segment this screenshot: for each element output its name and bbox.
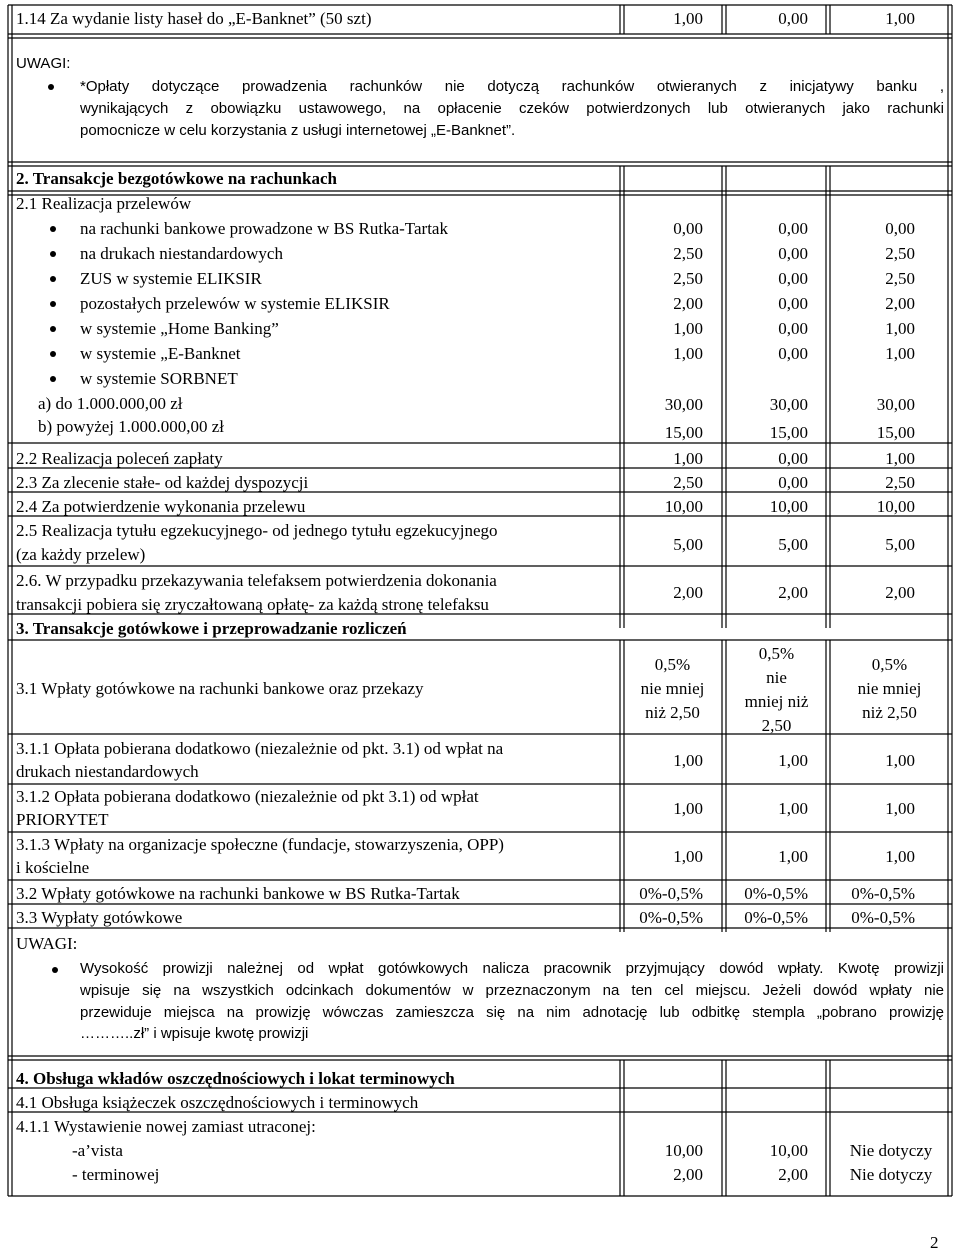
bullet-icon	[50, 376, 56, 382]
transfer-item: w systemie „E-Banknet	[80, 344, 241, 363]
fee-value: 0,00	[778, 473, 808, 492]
row-label: - terminowej	[72, 1165, 160, 1184]
fee-value: 2,50	[673, 269, 703, 288]
fee-value: Nie dotyczy	[849, 1141, 933, 1160]
fee-value: 0,00	[778, 9, 808, 28]
fee-value: 30,00	[769, 395, 808, 414]
note-line: Wysokość prowizji należnej od wpłat gotówkowych nalicza pracownik przyjmujący dowód wpłaty. Kwotę prowizji	[80, 961, 944, 976]
row-label: 2.2 Realizacja poleceń zapłaty	[16, 449, 223, 468]
fee-value: 0,00	[778, 269, 808, 288]
bullet-icon	[50, 276, 56, 282]
row-label: 3.3 Wypłaty gotówkowe	[16, 908, 183, 927]
fee-value: 1,00	[673, 9, 703, 28]
fee-value: 0,5%	[654, 655, 691, 674]
fee-value: 1,00	[778, 847, 808, 866]
note-line: wynikających z obowiązku ustawowego, na opłacenie czeków potwierdzonych lub otwieranych jako rachunki	[80, 101, 944, 116]
fee-value: 0%-0,5%	[639, 908, 703, 927]
row-label: 2.5 Realizacja tytułu egzekucyjnego- od jednego tytułu egzekucyjnego	[16, 521, 498, 540]
fee-value: 2,50	[885, 269, 915, 288]
fee-value: 0%-0,5%	[851, 908, 915, 927]
fee-value: 1,00	[673, 799, 703, 818]
row-label: 2.6. W przypadku przekazywania telefaksem potwierdzenia dokonania	[16, 571, 497, 590]
note-line: przewiduje miejsca na prowizję wówczas zamieszcza się na nim adnotację lub odbitkę stempla „pobrano prowizję	[80, 1005, 944, 1020]
fee-value: 0%-0,5%	[744, 908, 808, 927]
fee-value: 0,00	[778, 294, 808, 313]
row-label: PRIORYTET	[16, 810, 109, 829]
notes-title: UWAGI:	[16, 55, 71, 72]
fee-value: 10,00	[664, 497, 703, 516]
sorbnet-item: b) powyżej 1.000.000,00 zł	[38, 417, 225, 436]
transfer-item: w systemie SORBNET	[80, 369, 238, 388]
fee-value: 0,00	[778, 344, 808, 363]
fee-value: 1,00	[673, 847, 703, 866]
notes-title: UWAGI:	[16, 934, 78, 953]
fee-value: 2,50	[885, 473, 915, 492]
fee-value: 5,00	[885, 535, 915, 554]
subsection-title: 4.1.1 Wystawienie nowej zamiast utraconej:	[16, 1117, 316, 1136]
row-label: 3.2 Wpłaty gotówkowe na rachunki bankowe w BS Rutka-Tartak	[16, 884, 460, 903]
fee-value: 1,00	[885, 319, 915, 338]
fee-value: 2,00	[673, 1165, 703, 1184]
fee-value: 1,00	[673, 344, 703, 363]
fee-value: 2,50	[673, 473, 703, 492]
fee-value: mniej niż	[744, 692, 809, 711]
fee-value: niż 2,50	[862, 703, 917, 722]
row-label: 3.1.1 Opłata pobierana dodatkowo (niezależnie od pkt. 3.1) od wpłat na	[16, 739, 504, 758]
fee-value: 10,00	[769, 497, 808, 516]
fee-value: 0,00	[778, 244, 808, 263]
fee-value: 5,00	[673, 535, 703, 554]
fee-value: 1,00	[885, 344, 915, 363]
fee-value: 0%-0,5%	[851, 884, 915, 903]
fee-value: 30,00	[876, 395, 915, 414]
section-title: 4. Obsługa wkładów oszczędnościowych i lokat terminowych	[16, 1069, 455, 1088]
bullet-icon	[50, 326, 56, 332]
fee-value: 0,00	[673, 219, 703, 238]
fee-value: 10,00	[876, 497, 915, 516]
bullet-icon	[50, 226, 56, 232]
row-label: (za każdy przelew)	[16, 545, 146, 564]
row-label: 3.1.2 Opłata pobierana dodatkowo (niezależnie od pkt 3.1) od wpłat	[16, 787, 479, 806]
bullet-icon	[48, 84, 54, 90]
fee-value: 0,00	[778, 319, 808, 338]
fee-value: 2,00	[885, 583, 915, 602]
fee-value: 15,00	[769, 423, 808, 442]
fee-value: 1,00	[885, 799, 915, 818]
row-label: 2.3 Za zlecenie stałe- od każdej dyspozycji	[16, 473, 309, 492]
section-title: 3. Transakcje gotówkowe i przeprowadzanie rozliczeń	[16, 619, 407, 638]
fee-value: 0,5%	[871, 655, 908, 674]
fee-value: 1,00	[885, 847, 915, 866]
fee-value: nie mniej	[857, 679, 922, 698]
bullet-icon	[52, 967, 58, 973]
fee-value: Nie dotyczy	[849, 1165, 933, 1184]
page-number: 2	[930, 1233, 939, 1252]
fee-value: 10,00	[664, 1141, 703, 1160]
fee-value: 0,00	[885, 219, 915, 238]
fee-value: 2,50	[761, 716, 792, 735]
fee-value: 1,00	[885, 751, 915, 770]
note-line: *Opłaty dotyczące prowadzenia rachunków nie dotyczą rachunków otwieranych z inicjatywy banku ,	[80, 79, 944, 94]
row-label: 3.1 Wpłaty gotówkowe na rachunki bankowe oraz przekazy	[16, 679, 424, 698]
fee-value: 0%-0,5%	[744, 884, 808, 903]
transfer-item: ZUS w systemie ELIKSIR	[80, 269, 262, 288]
fee-value: 2,00	[778, 1165, 808, 1184]
note-line: pomocnicze w celu korzystania z usługi internetowej „E-Banknet”.	[80, 122, 516, 139]
row-label: 2.4 Za potwierdzenie wykonania przelewu	[16, 497, 306, 516]
fee-value: 2,00	[885, 294, 915, 313]
fee-value: 15,00	[664, 423, 703, 442]
row-label: 1.14 Za wydanie listy haseł do „E-Banknet” (50 szt)	[16, 9, 372, 28]
fee-value: 10,00	[769, 1141, 808, 1160]
fee-value: 0,5%	[758, 644, 795, 663]
transfer-item: pozostałych przelewów w systemie ELIKSIR	[80, 294, 390, 313]
fee-value: nie mniej	[640, 679, 705, 698]
row-label: -a’vista	[72, 1141, 123, 1160]
fee-value: 15,00	[876, 423, 915, 442]
note-line: wpisuje się na wszystkich odcinkach dokumentów w przeznaczonym na ten cel miejscu. Jeżeli dowód wpłaty nie	[80, 983, 944, 998]
fee-value: 0,00	[778, 219, 808, 238]
fee-value: 30,00	[664, 395, 703, 414]
fee-value: 0,00	[778, 449, 808, 468]
fee-value: 2,00	[673, 583, 703, 602]
transfer-item: na rachunki bankowe prowadzone w BS Rutka-Tartak	[80, 219, 448, 238]
row-label: drukach niestandardowych	[16, 762, 199, 781]
fee-value: 1,00	[778, 751, 808, 770]
note-line: ………..zł” i wpisuje kwotę prowizji	[80, 1025, 309, 1042]
fee-value: 1,00	[778, 799, 808, 818]
fee-value: nie	[766, 668, 787, 687]
transfer-item: na drukach niestandardowych	[80, 244, 283, 263]
bullet-icon	[50, 351, 56, 357]
row-label: i kościelne	[16, 858, 90, 877]
row-label: transakcji pobiera się zryczałtowaną opłatę- za każdą stronę telefaksu	[16, 595, 489, 614]
transfer-item: w systemie „Home Banking”	[80, 319, 279, 338]
row-label: 3.1.3 Wpłaty na organizacje społeczne (fundacje, stowarzyszenia, OPP)	[16, 835, 504, 854]
bullet-icon	[50, 301, 56, 307]
fee-value: 1,00	[673, 751, 703, 770]
bullet-icon	[50, 251, 56, 257]
fee-value: 2,00	[778, 583, 808, 602]
fee-value: 2,50	[673, 244, 703, 263]
fee-value: 5,00	[778, 535, 808, 554]
section-title: 2. Transakcje bezgotówkowe na rachunkach	[16, 169, 337, 188]
sorbnet-item: a) do 1.000.000,00 zł	[38, 394, 183, 413]
fee-value: 1,00	[885, 9, 915, 28]
subsection-title: 2.1 Realizacja przelewów	[16, 194, 192, 213]
subsection-title: 4.1 Obsługa książeczek oszczędnościowych i terminowych	[16, 1093, 419, 1112]
fee-value: 1,00	[885, 449, 915, 468]
fee-value: 2,50	[885, 244, 915, 263]
fee-value: 0%-0,5%	[639, 884, 703, 903]
fee-value: 1,00	[673, 449, 703, 468]
fee-value: 2,00	[673, 294, 703, 313]
fee-value: 1,00	[673, 319, 703, 338]
fee-value: niż 2,50	[645, 703, 700, 722]
